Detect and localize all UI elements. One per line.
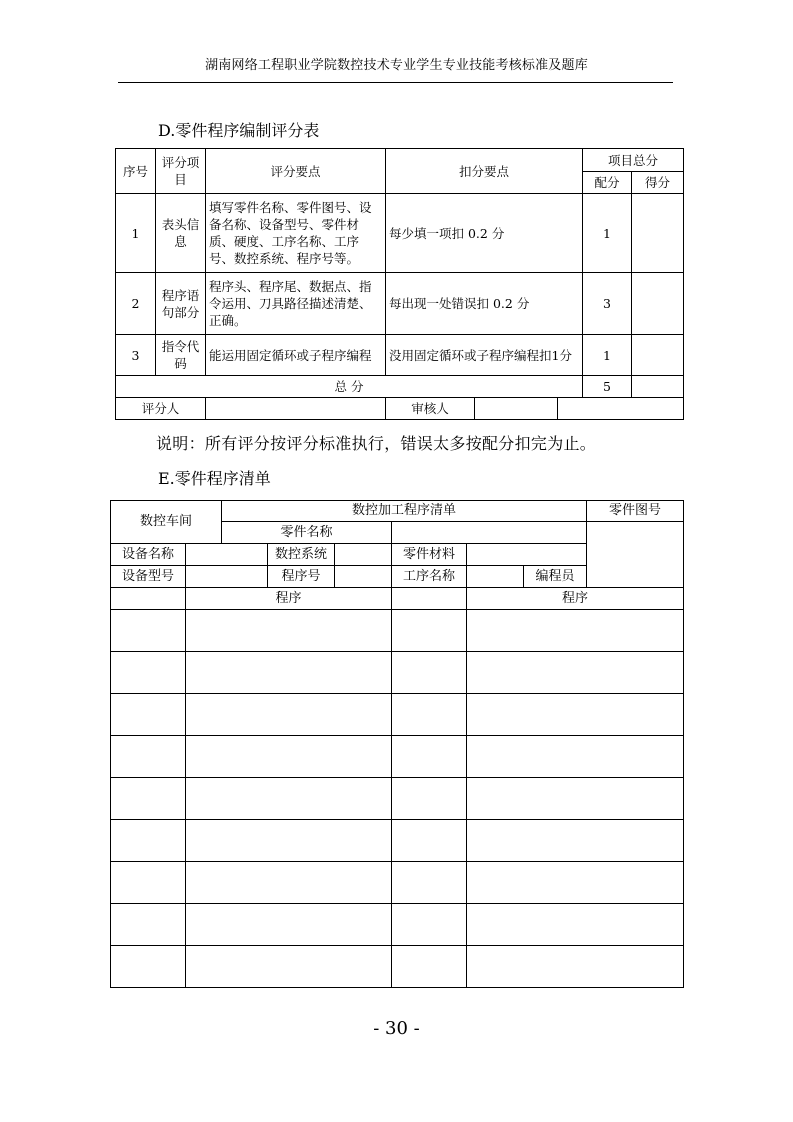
- row-seq: 1: [116, 194, 156, 273]
- table-row: [111, 904, 684, 946]
- line-cell[interactable]: [392, 778, 467, 820]
- signature-row: [116, 398, 684, 420]
- program-cell[interactable]: [467, 946, 684, 988]
- table-row: [111, 736, 684, 778]
- line-cell[interactable]: [111, 862, 186, 904]
- row-alloc: 1: [583, 335, 632, 376]
- program-cell[interactable]: [467, 610, 684, 652]
- row-criteria: 能运用固定循环或子程序编程: [206, 335, 386, 376]
- line-cell[interactable]: [392, 694, 467, 736]
- line-cell[interactable]: [392, 862, 467, 904]
- program-cell[interactable]: [467, 694, 684, 736]
- list-title: 数控加工程序清单: [222, 501, 587, 522]
- part-material-label: 零件材料: [392, 544, 467, 566]
- reviewer-label: 审核人: [386, 398, 475, 419]
- header-seq: 序号: [116, 149, 156, 194]
- programmer-label: 编程员: [524, 566, 587, 588]
- program-header-blank: [392, 588, 467, 610]
- row-score-cell[interactable]: [632, 194, 684, 273]
- row-alloc: 1: [583, 194, 632, 273]
- section-e-title: E.零件程序清单: [158, 469, 271, 488]
- program-cell[interactable]: [186, 694, 392, 736]
- line-cell[interactable]: [111, 820, 186, 862]
- program-cell[interactable]: [186, 610, 392, 652]
- row-item: 表头信息: [156, 194, 206, 273]
- program-cell[interactable]: [467, 862, 684, 904]
- equipment-name-label: 设备名称: [111, 544, 186, 566]
- program-cell[interactable]: [467, 778, 684, 820]
- row-seq: 3: [116, 335, 156, 376]
- total-score-cell[interactable]: [632, 376, 684, 398]
- table-row: [116, 273, 684, 335]
- line-cell[interactable]: [111, 946, 186, 988]
- row-alloc: 3: [583, 273, 632, 335]
- part-drawing-label: 零件图号: [587, 501, 684, 522]
- header-item: 评分项目: [156, 149, 206, 194]
- row-item: 指令代码: [156, 335, 206, 376]
- program-cell[interactable]: [186, 736, 392, 778]
- header-divider: [118, 82, 673, 83]
- program-cell[interactable]: [467, 904, 684, 946]
- program-cell[interactable]: [467, 736, 684, 778]
- program-header-blank: [111, 588, 186, 610]
- program-column-header: 程序: [467, 588, 684, 610]
- page-number: - 30 -: [373, 1018, 420, 1039]
- program-list-table: [110, 500, 684, 988]
- part-drawing-field[interactable]: [587, 522, 684, 588]
- row-deduction: 每少填一项扣 0.2 分: [386, 194, 583, 273]
- row-item: 程序语句部分: [156, 273, 206, 335]
- program-column-header: 程序: [186, 588, 392, 610]
- row-deduction: 没用固定循环或子程序编程扣1分: [386, 335, 583, 376]
- equipment-name-field[interactable]: [186, 544, 268, 566]
- row-deduction: 每出现一处错误扣 0.2 分: [386, 273, 583, 335]
- part-name-label: 零件名称: [222, 522, 392, 544]
- table-row: [116, 194, 684, 273]
- grader-field[interactable]: [206, 398, 386, 420]
- scoring-note: 说明：所有评分按评分标准执行，错误太多按配分扣完为止。: [156, 434, 597, 453]
- program-no-label: 程序号: [268, 566, 335, 588]
- program-cell[interactable]: [186, 946, 392, 988]
- reviewer-cell: [386, 398, 684, 420]
- header-criteria: 评分要点: [206, 149, 386, 194]
- program-cell[interactable]: [186, 904, 392, 946]
- reviewer-field[interactable]: [475, 398, 558, 419]
- equipment-model-label: 设备型号: [111, 566, 186, 588]
- reviewer-extra-field[interactable]: [558, 398, 683, 419]
- line-cell[interactable]: [111, 694, 186, 736]
- table-row: [111, 652, 684, 694]
- line-cell[interactable]: [111, 736, 186, 778]
- process-name-field[interactable]: [467, 566, 524, 588]
- line-cell[interactable]: [392, 652, 467, 694]
- program-cell[interactable]: [467, 820, 684, 862]
- scoring-table: [115, 148, 684, 420]
- line-cell[interactable]: [111, 778, 186, 820]
- table-row: [111, 946, 684, 988]
- cnc-system-field[interactable]: [335, 544, 392, 566]
- table-row: [116, 335, 684, 376]
- process-name-label: 工序名称: [392, 566, 467, 588]
- line-cell[interactable]: [392, 946, 467, 988]
- total-row: [116, 376, 684, 398]
- program-cell[interactable]: [186, 862, 392, 904]
- header-alloc: 配分: [583, 172, 632, 194]
- line-cell[interactable]: [111, 610, 186, 652]
- header-score: 得分: [632, 172, 684, 194]
- cnc-system-label: 数控系统: [268, 544, 335, 566]
- total-value: 5: [583, 376, 632, 398]
- program-no-field[interactable]: [335, 566, 392, 588]
- row-score-cell[interactable]: [632, 273, 684, 335]
- table-row: [111, 610, 684, 652]
- program-cell[interactable]: [186, 652, 392, 694]
- line-cell[interactable]: [392, 820, 467, 862]
- workshop-label: 数控车间: [111, 501, 222, 544]
- equipment-model-field[interactable]: [186, 566, 268, 588]
- header-total-group: 项目总分: [583, 149, 684, 172]
- part-material-field[interactable]: [467, 544, 587, 566]
- line-cell[interactable]: [392, 736, 467, 778]
- section-d-title: D.零件程序编制评分表: [158, 121, 320, 140]
- row-criteria: 程序头、程序尾、数据点、指令运用、刀具路径描述清楚、正确。: [206, 273, 386, 335]
- table-row: [111, 778, 684, 820]
- table-row: [111, 820, 684, 862]
- table-row: [111, 694, 684, 736]
- row-score-cell[interactable]: [632, 335, 684, 376]
- row-criteria: 填写零件名称、零件图号、设备名称、设备型号、零件材质、硬度、工序名称、工序号、数控系统、程序号等。: [206, 194, 386, 273]
- program-cell[interactable]: [186, 778, 392, 820]
- header-deduction: 扣分要点: [386, 149, 583, 194]
- table-row: [111, 862, 684, 904]
- program-cell[interactable]: [467, 652, 684, 694]
- total-label: 总 分: [116, 376, 583, 398]
- program-cell[interactable]: [186, 820, 392, 862]
- row-seq: 2: [116, 273, 156, 335]
- line-cell[interactable]: [111, 652, 186, 694]
- line-cell[interactable]: [392, 904, 467, 946]
- page-header-title: 湖南网络工程职业学院数控技术专业学生专业技能考核标准及题库: [205, 58, 588, 73]
- line-cell[interactable]: [111, 904, 186, 946]
- line-cell[interactable]: [392, 610, 467, 652]
- grader-label: 评分人: [116, 398, 206, 420]
- part-name-field[interactable]: [392, 522, 587, 544]
